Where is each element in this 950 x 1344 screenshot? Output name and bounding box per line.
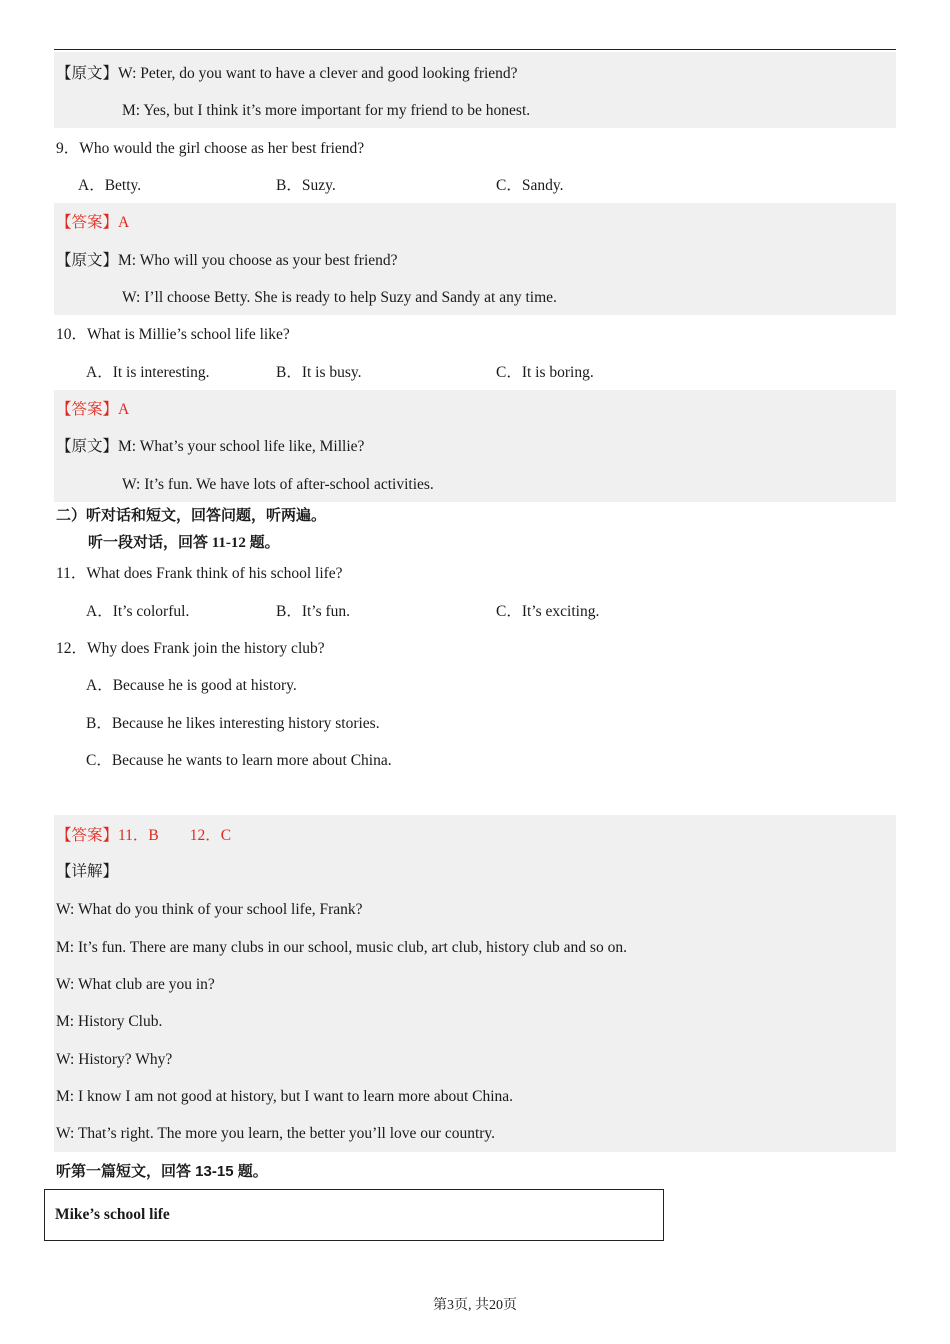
passage1-table-title: Mike’s school life [55, 1206, 170, 1223]
q11-question: 11．What does Frank think of his school life? [56, 565, 343, 582]
dialogue-line: W: What do you think of your school life, Frank? [56, 901, 363, 918]
q10-option-a: A．It is interesting. [86, 364, 210, 381]
q9-option-a: A．Betty. [78, 177, 142, 194]
q9-option-b: B．Suzy. [276, 177, 336, 194]
q10-transcript-w: W: It’s fun. We have lots of after-school activities. [122, 476, 434, 493]
dialogue-line: W: What club are you in? [56, 976, 215, 993]
q11-option-c: C．It’s exciting. [496, 603, 600, 620]
q12-option-a: A．Because he is good at history. [86, 677, 297, 694]
q11-12-answer: 【答案】11．B 12．C [56, 827, 232, 844]
q10-question: 10．What is Millie’s school life like? [56, 326, 290, 343]
dialogue-line: M: It’s fun. There are many clubs in our school, music club, art club, history club and so on. [56, 939, 627, 956]
q9-transcript-line-m [56, 251, 398, 271]
dialogue-line: M: I know I am not good at history, but I want to learn more about China. [56, 1088, 514, 1105]
passage1-heading: 听第一篇短文，回答 13-15 题。 [56, 1163, 268, 1180]
q8-transcript-w: W: Peter, do you want to have a clever and good looking friend? [118, 65, 518, 82]
section2-heading: 二）听对话和短文，回答问题，听两遍。 [56, 508, 327, 524]
q9-transcript-label: 【原文】 [56, 252, 119, 269]
top-rule [54, 49, 896, 50]
page-number: 第3页, 共20页 [433, 1298, 517, 1313]
passage1-table [44, 1189, 664, 1241]
q11-option-a: A．It’s colorful. [86, 603, 190, 620]
q10-option-b: B．It is busy. [276, 364, 362, 381]
q12-option-c: C．Because he wants to learn more about China. [86, 752, 392, 769]
q8-transcript-line-w [56, 64, 518, 84]
dialogue-line: M: History Club. [56, 1013, 163, 1030]
q11-option-b: B．It’s fun. [276, 603, 351, 620]
q8-transcript-label: 【原文】 [56, 65, 119, 82]
q10-transcript-line-m [56, 437, 364, 457]
q9-transcript-m: M: Who will you choose as your best friend? [118, 252, 398, 269]
q10-transcript-m: M: What’s your school life like, Millie? [118, 438, 365, 455]
q12-question: 12．Why does Frank join the history club? [56, 640, 325, 657]
q9-answer: 【答案】A [56, 214, 130, 231]
section2-subheading: 听一段对话，回答 11-12 题。 [88, 535, 280, 551]
q11-12-detail-label: 【详解】 [56, 863, 119, 880]
q10-transcript-label: 【原文】 [56, 438, 119, 455]
q9-question: 9．Who would the girl choose as her best friend? [56, 140, 365, 157]
dialogue-line: W: History? Why? [56, 1051, 173, 1068]
q8-transcript-m: M: Yes, but I think it’s more important for my friend to be honest. [122, 102, 531, 119]
dialogue-line: W: That’s right. The more you learn, the better you’ll love our country. [56, 1125, 496, 1142]
q10-answer: 【答案】A [56, 401, 130, 418]
q9-transcript-w: W: I’ll choose Betty. She is ready to help Suzy and Sandy at any time. [122, 289, 557, 306]
q10-option-c: C．It is boring. [496, 364, 594, 381]
q9-option-c: C．Sandy. [496, 177, 564, 194]
q12-option-b: B．Because he likes interesting history stories. [86, 715, 380, 732]
